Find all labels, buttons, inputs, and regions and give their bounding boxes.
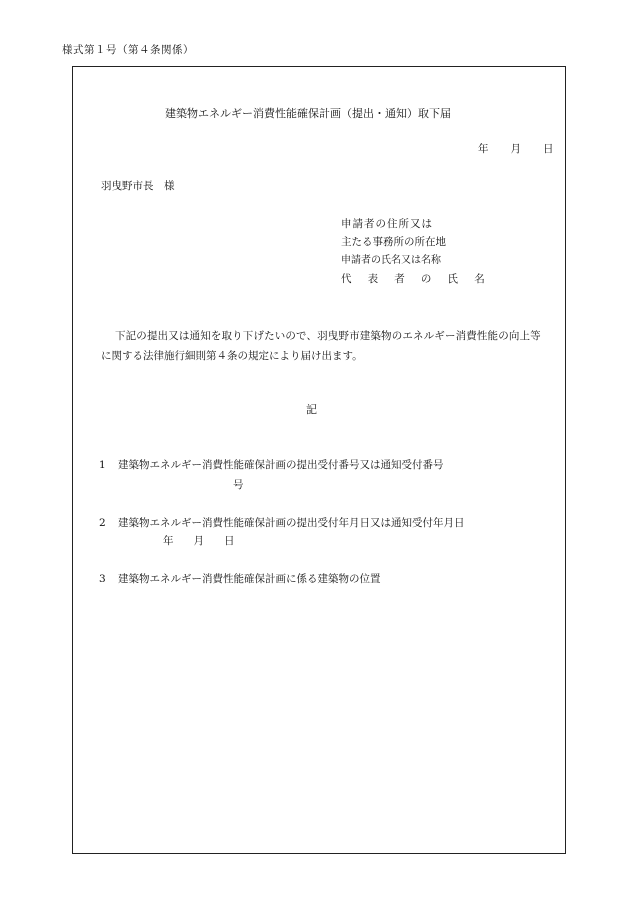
body-text-line-2: に関する法律施行細則第４条の規定により届け出ます。 bbox=[101, 350, 363, 362]
applicant-office-label: 主たる事務所の所在地 bbox=[341, 236, 446, 248]
submission-date bbox=[478, 144, 554, 155]
item-2-text: 建築物エネルギー消費性能確保計画の提出受付年月日又は通知受付年月日 bbox=[118, 517, 465, 529]
representative-name-label: 代 表 者 の 氏 名 bbox=[341, 273, 492, 285]
item-1-text: 建築物エネルギー消費性能確保計画の提出受付番号又は通知受付番号 bbox=[118, 459, 444, 471]
item-2-day: 日 bbox=[224, 535, 235, 547]
item-2-date bbox=[163, 536, 235, 547]
item-2-month: 月 bbox=[193, 535, 204, 547]
item-1-number: 1 bbox=[99, 459, 106, 471]
document-title: 建築物エネルギー消費性能確保計画（提出・通知）取下届 bbox=[165, 107, 451, 120]
item-2-number: 2 bbox=[99, 517, 106, 529]
addressee: 羽曳野市長 様 bbox=[101, 180, 175, 192]
item-1-number-suffix: 号 bbox=[233, 479, 244, 491]
item-3-text: 建築物エネルギー消費性能確保計画に係る建築物の位置 bbox=[118, 573, 381, 585]
ki-heading: 記 bbox=[306, 403, 317, 416]
applicant-name-label: 申請者の氏名又は名称 bbox=[341, 255, 441, 266]
item-3-number: 3 bbox=[99, 573, 106, 585]
date-year: 年 bbox=[478, 143, 489, 155]
item-2-year: 年 bbox=[163, 535, 174, 547]
date-month: 月 bbox=[510, 143, 521, 155]
body-text-line-1: 下記の提出又は通知を取り下げたいので、羽曳野市建築物のエネルギー消費性能の向上等 bbox=[115, 330, 541, 342]
applicant-address-label: 申請者の住所又は bbox=[341, 218, 433, 230]
form-number-label: 様式第１号（第４条関係） bbox=[62, 44, 194, 56]
date-day: 日 bbox=[543, 143, 554, 155]
